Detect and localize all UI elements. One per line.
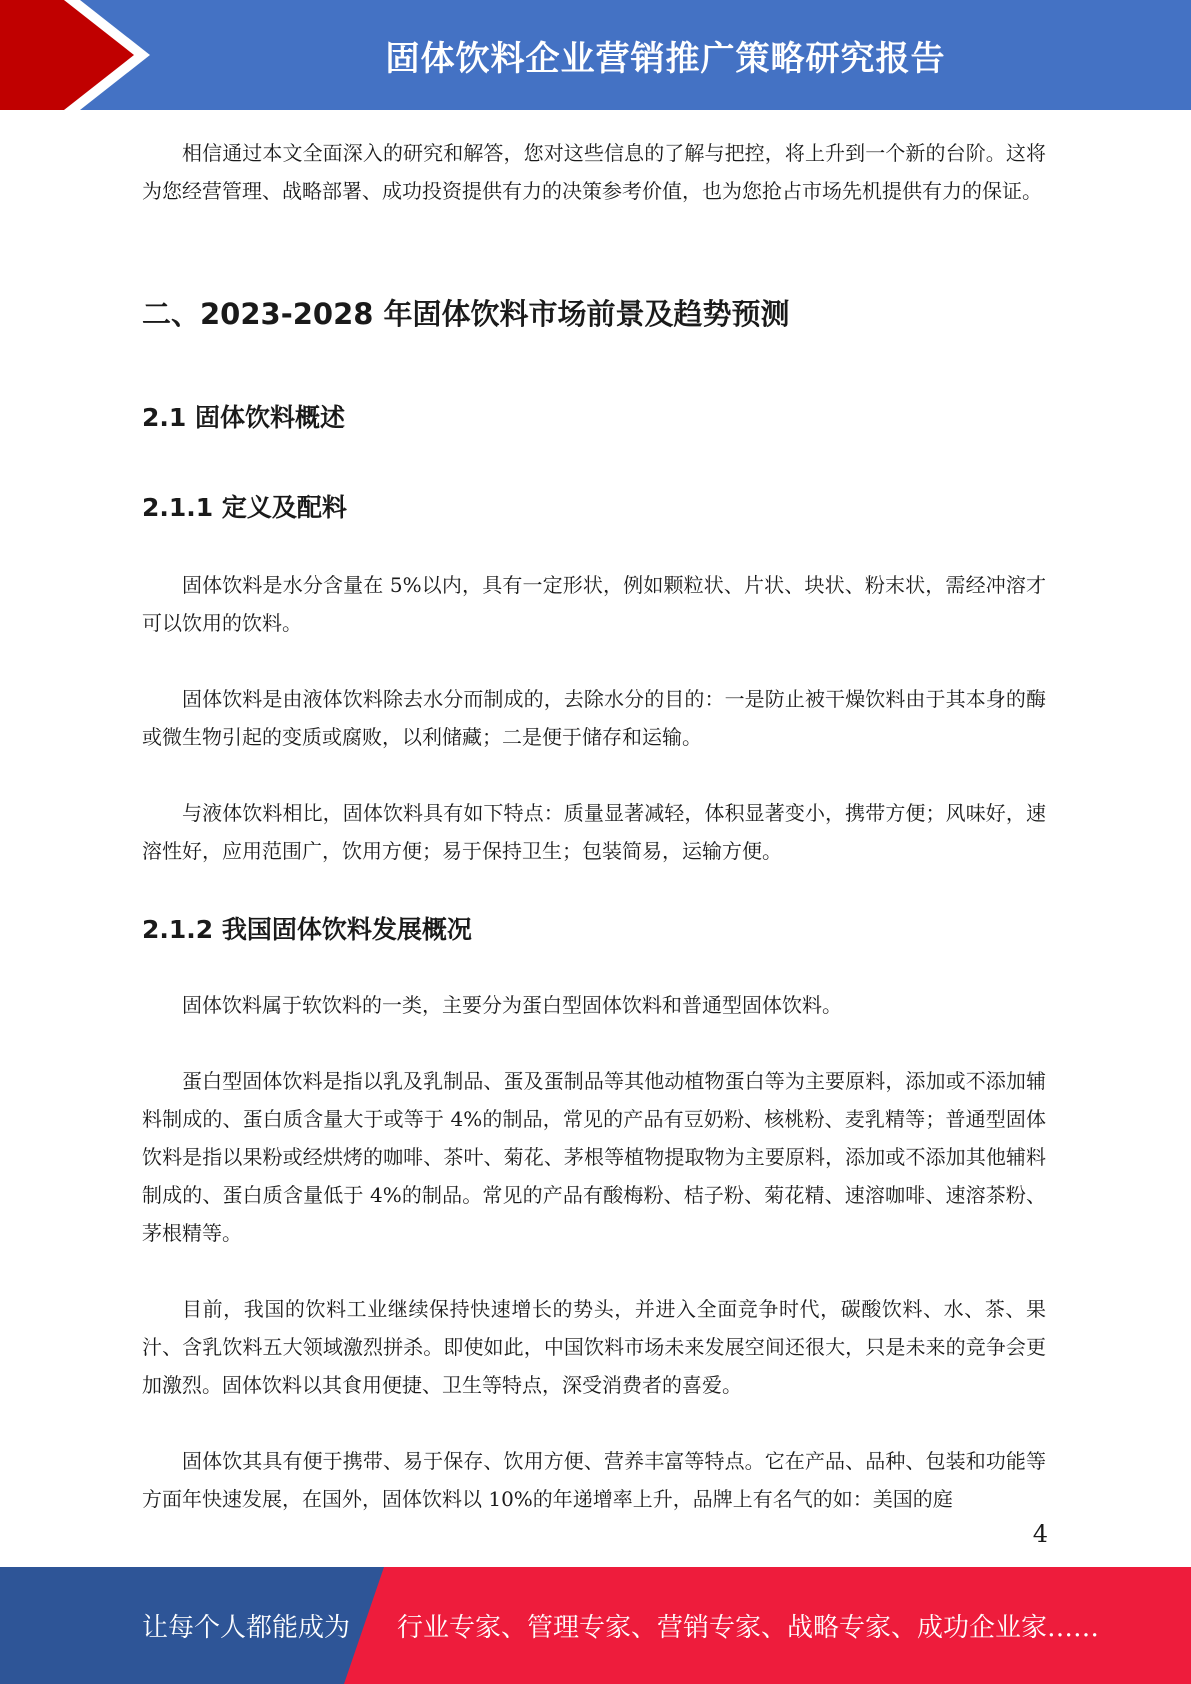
intro-paragraph: 相信通过本文全面深入的研究和解答，您对这些信息的了解与把控，将上升到一个新的台阶。这将为您经营管理、战略部署、成功投资提供有力的决策参考价值，也为您抢占市场先机提供有力的保证。 bbox=[142, 141, 1046, 203]
paragraph-classification: 固体饮料属于软饮料的一类，主要分为蛋白型固体饮料和普通型固体饮料。 bbox=[182, 993, 842, 1017]
paragraph-protein-types: 蛋白型固体饮料是指以乳及乳制品、蛋及蛋制品等其他动植物蛋白等为主要原料，添加或不添加辅料制成的、蛋白质含量大于或等于 4%的制品，常见的产品有豆奶粉、核桃粉、麦乳精等；普通型固体饮料是指以果粉或经烘烤的咖啡、茶叶、菊花、茅根等植物提取物为主要原料，添加或不添加其他辅料制成的、蛋白质含量低于 4%的制品。常见的产品有酸梅粉、桔子粉、菊花精、速溶咖啡、速溶茶粉、茅根精等。 bbox=[142, 1069, 1046, 1245]
header-arrow-decoration bbox=[0, 0, 150, 110]
paragraph-dehydration: 固体饮料是由液体饮料除去水分而制成的，去除水分的目的：一是防止被干燥饮料由于其本身的酶或微生物引起的变质或腐败，以利储藏；二是便于储存和运输。 bbox=[142, 687, 1046, 749]
page-number: 4 bbox=[1032, 1520, 1048, 1548]
paragraph-features: 与液体饮料相比，固体饮料具有如下特点：质量显著减轻，体积显著变小，携带方便；风味好，速溶性好，应用范围广，饮用方便；易于保持卫生；包装简易，运输方便。 bbox=[142, 801, 1046, 863]
page-header bbox=[0, 0, 1191, 110]
report-title: 固体饮料企业营销推广策略研究报告 bbox=[385, 38, 946, 79]
section-heading-2-1-1: 2.1.1 定义及配料 bbox=[142, 493, 347, 522]
section-heading-2: 二、2023-2028 年固体饮料市场前景及趋势预测 bbox=[142, 297, 790, 331]
paragraph-growth: 固体饮其具有便于携带、易于保存、饮用方便、营养丰富等特点。它在产品、品种、包装和功能等方面年快速发展，在国外，固体饮料以 10%的年递增率上升，品牌上有名气的如：美国的庭 bbox=[142, 1449, 1046, 1511]
footer-slogan-right: 行业专家、管理专家、营销专家、战略专家、成功企业家…… bbox=[397, 1613, 1100, 1643]
section-heading-2-1-2: 2.1.2 我国固体饮料发展概况 bbox=[142, 915, 472, 944]
page-footer bbox=[0, 1567, 1191, 1684]
footer-slogan-left: 让每个人都能成为 bbox=[142, 1613, 351, 1643]
paragraph-market-competition: 目前，我国的饮料工业继续保持快速增长的势头，并进入全面竞争时代，碳酸饮料、水、茶、果汁、含乳饮料五大领域激烈拼杀。即使如此，中国饮料市场未来发展空间还很大，只是未来的竞争会更加激烈。固体饮料以其食用便捷、卫生等特点，深受消费者的喜爱。 bbox=[142, 1297, 1046, 1397]
section-heading-2-1: 2.1 固体饮料概述 bbox=[142, 403, 345, 432]
paragraph-definition: 固体饮料是水分含量在 5%以内，具有一定形状，例如颗粒状、片状、块状、粉末状，需经冲溶才可以饮用的饮料。 bbox=[142, 573, 1046, 635]
